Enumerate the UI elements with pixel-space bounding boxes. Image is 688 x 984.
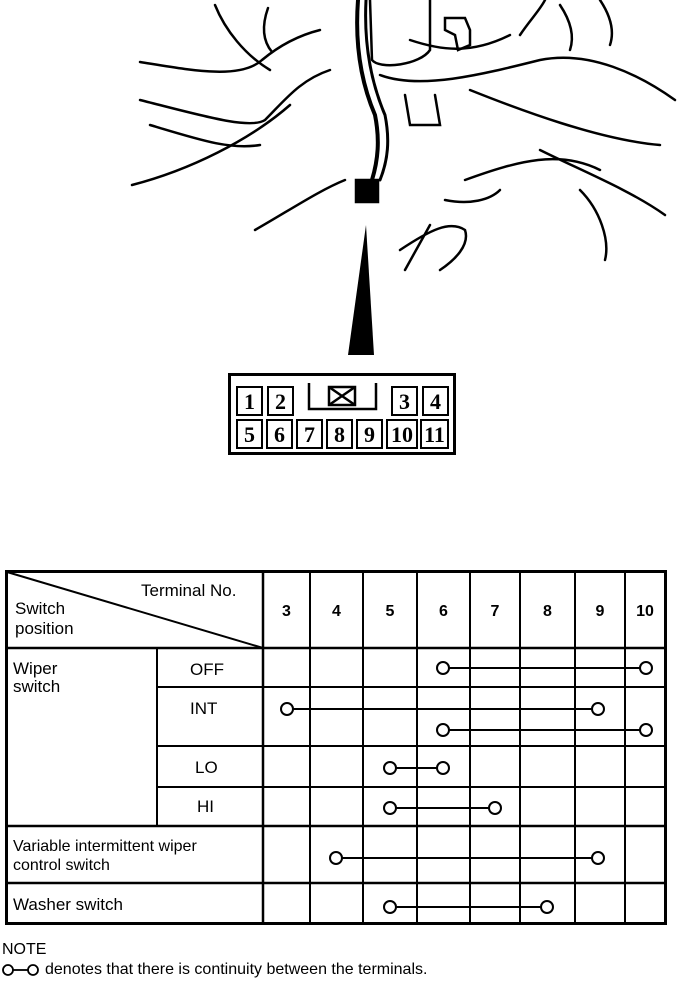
switch-position-label: position: [15, 619, 74, 638]
connector-pin: 3: [391, 386, 418, 416]
washer-switch-label: Washer switch: [13, 895, 123, 914]
terminal-header: 5: [385, 603, 395, 620]
continuity-terminal-dot: [437, 662, 449, 674]
connector-pin: 9: [356, 419, 383, 449]
connector-pin: 1: [236, 386, 263, 416]
note-title: NOTE: [2, 941, 47, 958]
variable-intermittent-label: control switch: [13, 857, 110, 874]
continuity-symbol-icon: [2, 963, 42, 977]
continuity-terminal-dot: [384, 901, 396, 913]
connector-pin: 11: [420, 419, 449, 449]
terminal-header: 4: [332, 603, 341, 620]
position-lo: LO: [195, 758, 218, 777]
continuity-terminal-dot: [437, 724, 449, 736]
terminal-header: 10: [636, 603, 654, 620]
terminal-header: 3: [282, 603, 291, 620]
wiper-switch-label: Wiper: [13, 659, 58, 678]
continuity-terminal-dot: [384, 762, 396, 774]
terminal-header: 7: [490, 603, 500, 620]
position-off: OFF: [190, 660, 224, 679]
continuity-terminal-dot: [640, 724, 652, 736]
continuity-terminal-dot: [592, 852, 604, 864]
connector-pin: 4: [422, 386, 449, 416]
continuity-terminal-dot: [384, 802, 396, 814]
continuity-terminal-dot: [592, 703, 604, 715]
wiper-switch-label: switch: [13, 677, 61, 696]
continuity-terminal-dot: [489, 802, 501, 814]
connector-lock-tab: [301, 381, 391, 415]
connector-pin: 5: [236, 419, 263, 449]
note-line: [2, 960, 427, 980]
continuity-terminal-dot: [330, 852, 342, 864]
connector-pin: 7: [296, 419, 323, 449]
connector-pin: 10: [386, 419, 418, 449]
continuity-terminal-dot: [541, 901, 553, 913]
connector-pin: 8: [326, 419, 353, 449]
continuity-terminal-dot: [437, 762, 449, 774]
connector-face: [228, 373, 456, 455]
continuity-terminal-dot: [281, 703, 293, 715]
continuity-table: [5, 570, 667, 926]
position-int: INT: [190, 699, 218, 718]
connector-pin: 2: [267, 386, 294, 416]
note-text: denotes that there is continuity between the terminals.: [45, 961, 428, 978]
terminal-header: 9: [595, 603, 605, 620]
continuity-terminal-dot: [640, 662, 652, 674]
position-hi: HI: [197, 797, 214, 816]
terminal-header: 8: [543, 603, 552, 620]
steering-column-illustration: [0, 0, 688, 370]
connector-pin: 6: [266, 419, 293, 449]
variable-intermittent-label: Variable intermittent wiper: [13, 838, 197, 855]
terminal-header: 6: [439, 603, 448, 620]
terminal-no-label: Terminal No.: [141, 581, 237, 600]
note: [2, 940, 427, 980]
switch-position-label: Switch: [15, 599, 66, 618]
